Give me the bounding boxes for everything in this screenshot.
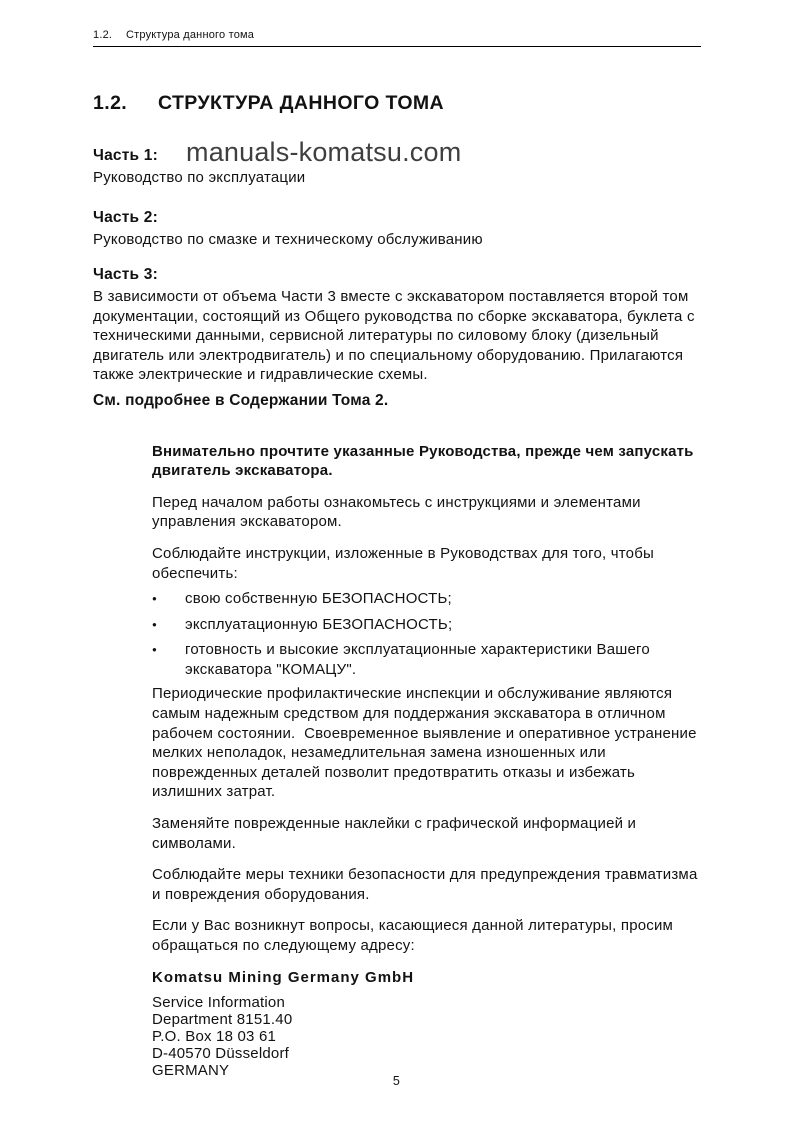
notice-paragraph-5: Соблюдайте меры техники безопасности для предупреждения травматизма и повреждения оборудования. (152, 866, 702, 903)
part-1 (93, 146, 701, 187)
bullet-icon: ● (152, 594, 158, 604)
part-3-heading: Часть 3: (93, 266, 158, 284)
section-title (93, 92, 701, 115)
address-line-4: D-40570 Düsseldorf (152, 1045, 290, 1063)
part-1-heading: Часть 1: (93, 147, 158, 164)
notice-paragraph-2: Соблюдайте инструкции, изложенные в Руководствах для того, чтобы обеспечить: (152, 544, 659, 582)
notice-paragraph-6: Если у Вас возникнут вопросы, касающиеся данной литературы, просим обращаться по следующему адресу: (152, 917, 678, 954)
section-title-text: СТРУКТУРА ДАННОГО ТОМА (158, 92, 445, 114)
page-content (93, 92, 701, 1079)
running-header-section-number: 1.2. (93, 29, 113, 41)
part-3-body: В зависимости от объема Части 3 вместе с экскаватором поставляется второй том документации, состоящий из Общего руководства по сборке экскаватора, буклета с техническими данными, сервисной литературы по силовому блоку (дизельный двигатель или электродвигатель) и по специальному оборудованию. Прилагаются также электрические и гидравлические схемы. (93, 287, 700, 384)
part-2-body: Руководство по смазке и техническому обслуживанию (93, 230, 483, 248)
part-2 (93, 208, 701, 249)
section-title-number: 1.2. (93, 92, 128, 114)
bullet-list (152, 589, 700, 679)
notice-block (152, 442, 700, 1080)
address-line-1: Service Information (152, 994, 286, 1012)
list-item (152, 589, 700, 609)
address-line-2: Department 8151.40 (152, 1011, 293, 1029)
bullet-text-1: свою собственную БЕЗОПАСНОСТЬ; (185, 590, 452, 608)
notice-lead: Внимательно прочтите указанные Руководства, прежде чем запускать двигатель экскаватора. (152, 442, 698, 480)
list-item (152, 615, 700, 635)
notice-paragraph-1: Перед началом работы ознакомьтесь с инструкциями и элементами управления экскаватором. (152, 493, 646, 531)
part-3 (93, 265, 701, 385)
address-block (152, 994, 700, 1079)
address-line-3: P.O. Box 18 03 61 (152, 1028, 277, 1046)
running-header-title: Структура данного тома (126, 29, 255, 41)
bullet-icon: ● (152, 619, 158, 629)
list-item (152, 640, 700, 679)
company-name: Komatsu Mining Germany GmbH (152, 968, 415, 986)
bullet-text-2: эксплуатационную БЕЗОПАСНОСТЬ; (185, 615, 453, 633)
page-number: 5 (392, 1074, 401, 1088)
part-1-body: Руководство по эксплуатации (93, 168, 306, 186)
see-more-note: См. подробнее в Содержании Тома 2. (93, 391, 389, 409)
watermark-text: manuals-komatsu.com (186, 137, 462, 167)
address-line-5: GERMANY (152, 1062, 230, 1080)
notice-paragraph-4: Заменяйте поврежденные наклейки с графической информацией и символами. (152, 815, 641, 852)
part-2-heading: Часть 2: (93, 209, 158, 227)
running-header (93, 29, 701, 47)
bullet-icon: ● (152, 645, 158, 655)
bullet-text-3: готовность и высокие эксплуатационные характеристики Вашего экскаватора "КОМАЦУ". (185, 641, 650, 678)
notice-paragraph-3: Периодические профилактические инспекции и обслуживание являются самым надежным средством для поддержания экскаватора в отличном рабочем состоянии. Своевременное выявление и оперативное устранение мелких неполадок, незамедлительная замена изношенных или поврежденных деталей позволит предотвратить отказы и избежать излишних затрат. (152, 685, 702, 801)
